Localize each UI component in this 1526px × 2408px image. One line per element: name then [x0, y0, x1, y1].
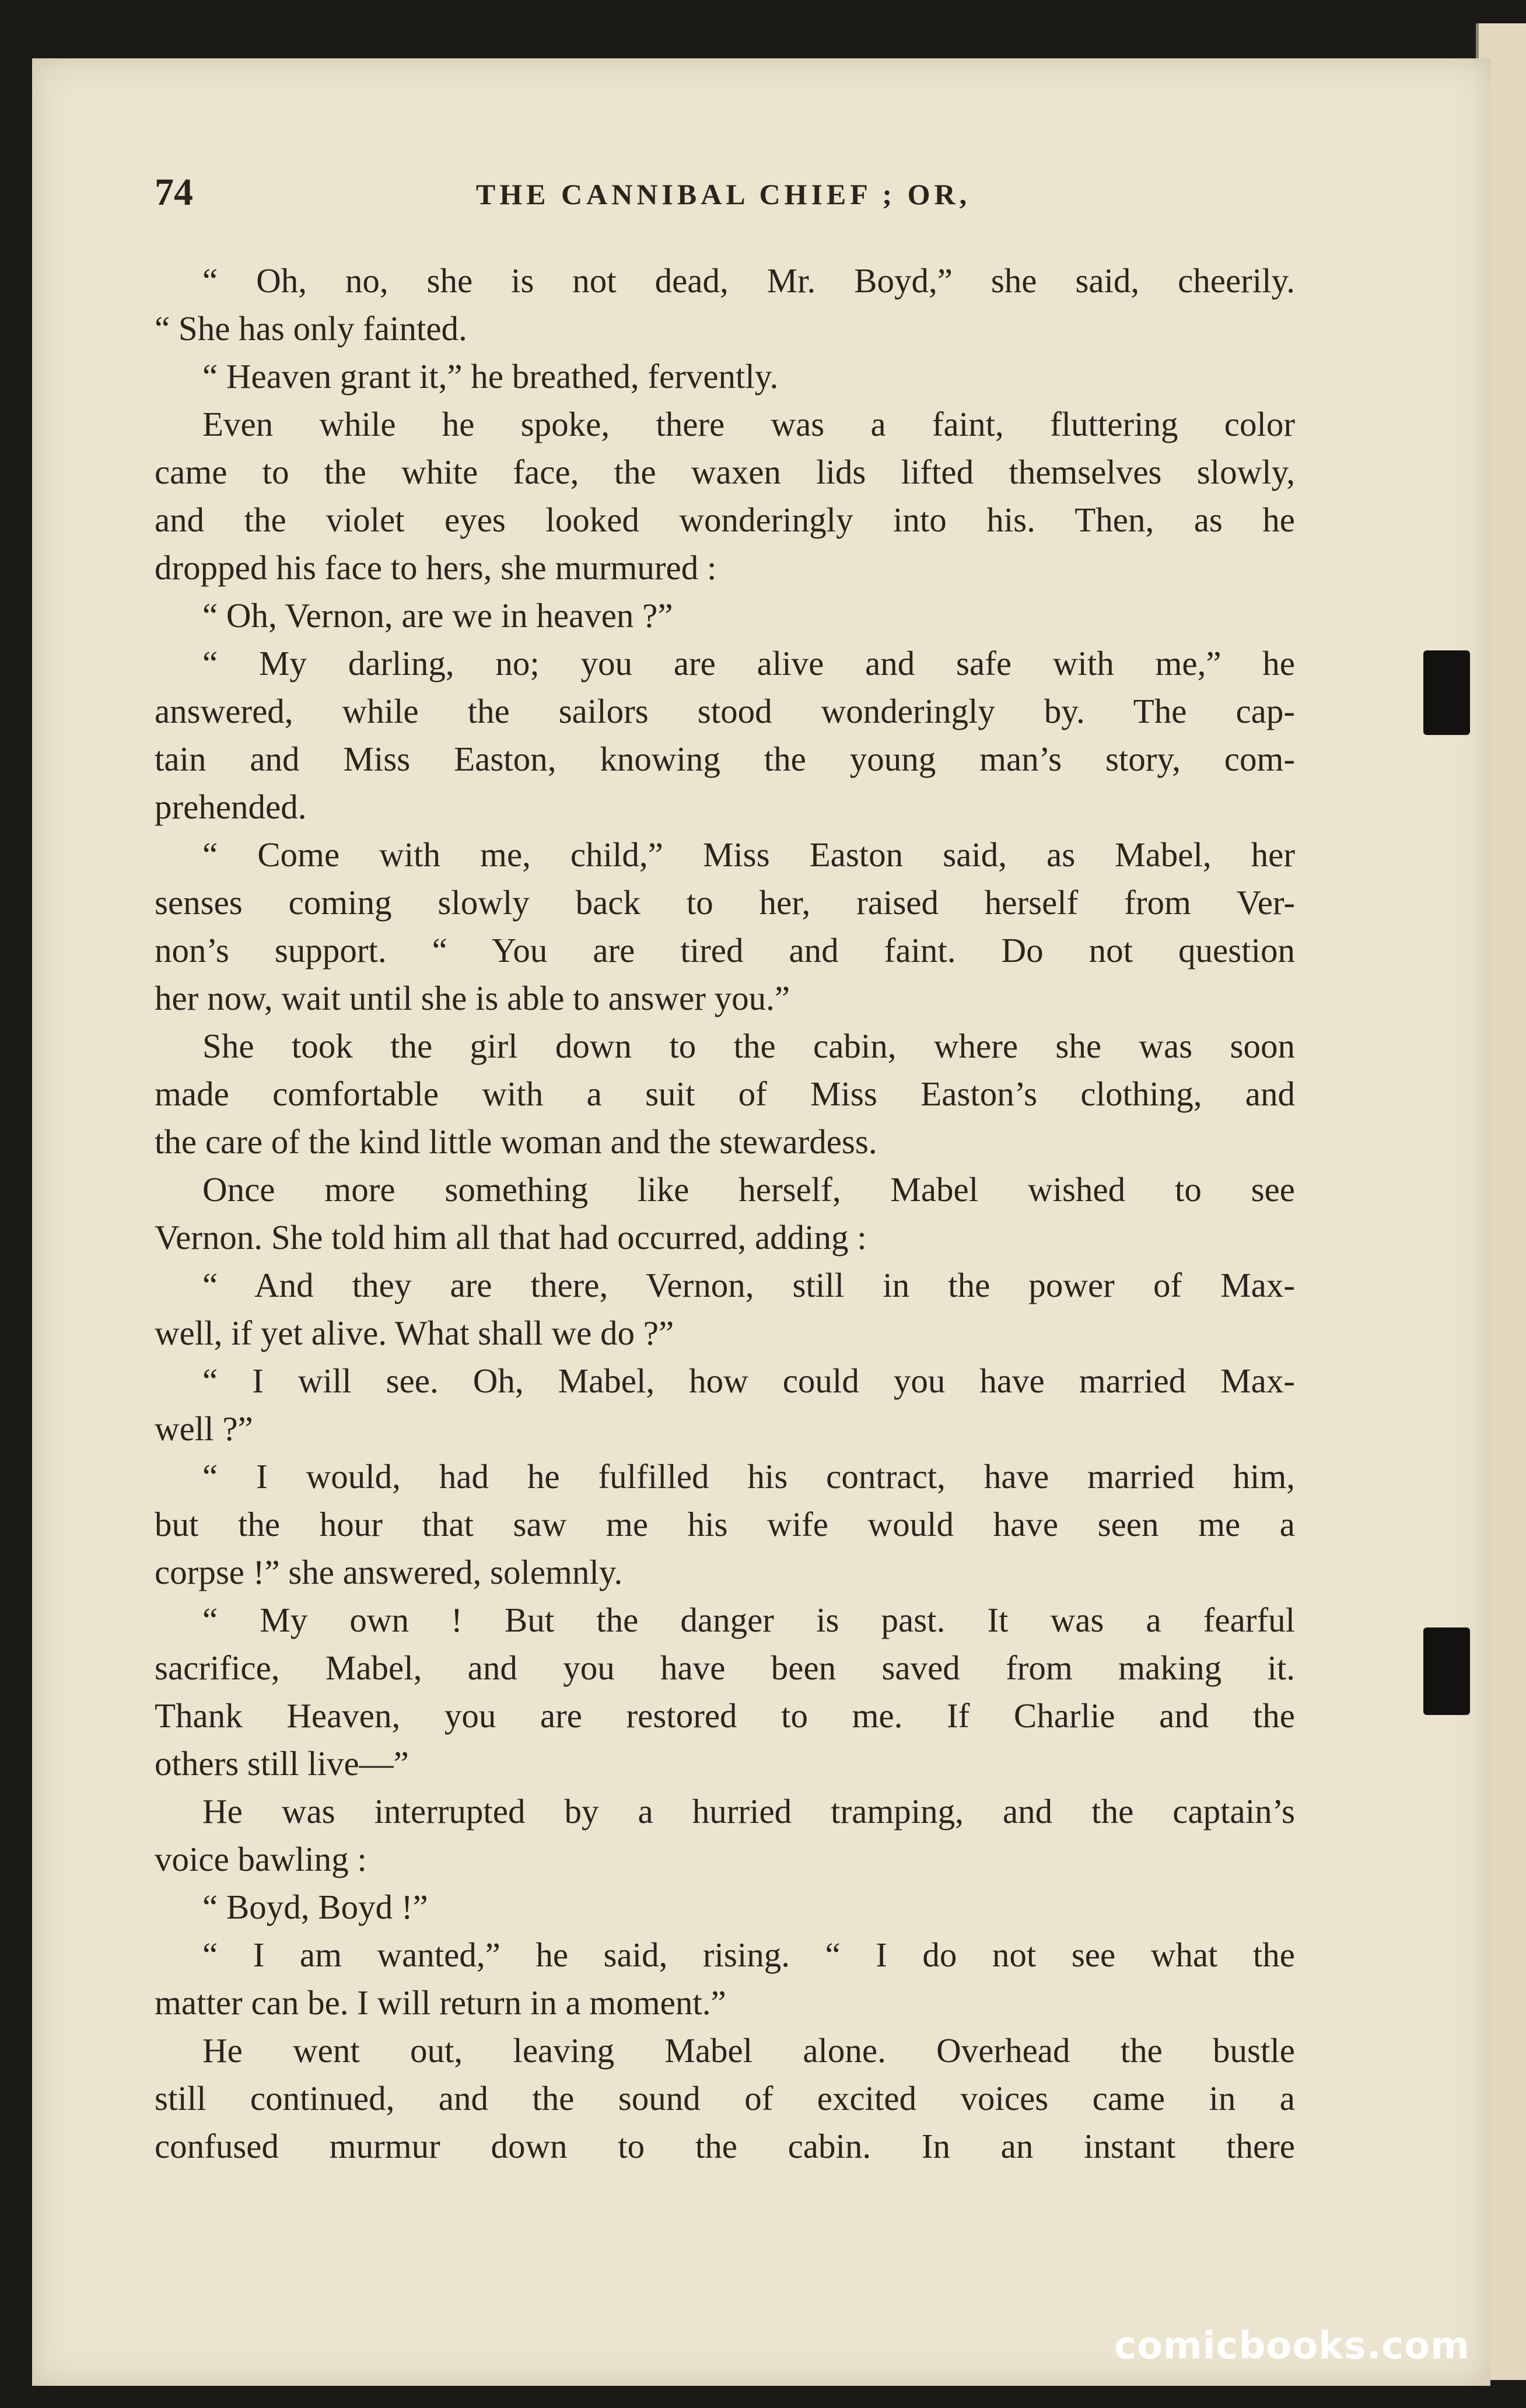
text-line: “ Come with me, child,” Miss Easton said, as Mabel, her: [202, 835, 1295, 874]
binding-clip-bottom: [1423, 1628, 1470, 1715]
text-line: She took the girl down to the cabin, where she was soon: [202, 1027, 1295, 1065]
text-line: Once more something like herself, Mabel wished to see: [202, 1170, 1295, 1209]
text-line: “ My own ! But the danger is past. It was a fearful: [202, 1601, 1295, 1639]
text-line: her now, wait until she is able to answer you.”: [155, 979, 790, 1017]
text-line: He was interrupted by a hurried tramping, and the captain’s: [202, 1792, 1295, 1831]
binding-clip-top: [1423, 650, 1470, 735]
text-line: Even while he spoke, there was a faint, fluttering color: [202, 405, 1295, 443]
text-line: He went out, leaving Mabel alone. Overhead the bustle: [202, 2031, 1295, 2070]
text-line: dropped his face to hers, she murmured :: [155, 548, 717, 587]
page-number: 74: [155, 171, 193, 214]
text-line: others still live—”: [155, 1744, 409, 1783]
watermark-text: comicbooks.com: [1114, 2325, 1470, 2368]
text-line: tain and Miss Easton, knowing the young man’s story, com-: [155, 740, 1295, 778]
text-line: “ I am wanted,” he said, rising. “ I do not see what the: [202, 1936, 1295, 1974]
text-line: voice bawling :: [155, 1840, 367, 1878]
text-line: still continued, and the sound of excited voices came in a: [155, 2079, 1295, 2118]
text-line: “ Oh, no, she is not dead, Mr. Boyd,” she said, cheerily.: [202, 261, 1295, 300]
text-line: but the hour that saw me his wife would have seen me a: [155, 1505, 1295, 1544]
text-line: “ Oh, Vernon, are we in heaven ?”: [202, 596, 673, 635]
text-line: confused murmur down to the cabin. In an instant there: [155, 2127, 1295, 2165]
page-header: [155, 166, 1292, 225]
text-line: sacrifice, Mabel, and you have been saved from making it.: [155, 1648, 1295, 1687]
text-line: the care of the kind little woman and the stewardess.: [155, 1122, 877, 1161]
text-line: “ Boyd, Boyd !”: [202, 1888, 428, 1926]
text-line: “ Heaven grant it,” he breathed, fervently.: [202, 357, 779, 396]
body-text: [155, 257, 1295, 2170]
text-line: and the violet eyes looked wonderingly into his. Then, as he: [155, 501, 1295, 539]
text-line: “ I will see. Oh, Mabel, how could you have married Max-: [202, 1362, 1295, 1400]
text-line: “ My darling, no; you are alive and safe with me,” he: [202, 644, 1295, 682]
text-line: well, if yet alive. What shall we do ?”: [155, 1314, 674, 1352]
text-line: matter can be. I will return in a moment.”: [155, 1983, 726, 2022]
text-line: answered, while the sailors stood wonderingly by. The cap-: [155, 692, 1295, 730]
running-head: THE CANNIBAL CHIEF ; OR,: [475, 178, 971, 211]
text-line: “ I would, had he fulfilled his contract, have married him,: [202, 1457, 1295, 1496]
text-line: came to the white face, the waxen lids lifted themselves slowly,: [155, 453, 1295, 491]
text-line: Thank Heaven, you are restored to me. If Charlie and the: [155, 1696, 1295, 1735]
text-line: “ And they are there, Vernon, still in the power of Max-: [202, 1266, 1295, 1304]
text-line: senses coming slowly back to her, raised herself from Ver-: [155, 883, 1295, 922]
text-line: Vernon. She told him all that had occurred, adding :: [155, 1218, 867, 1256]
text-line: made comfortable with a suit of Miss Easton’s clothing, and: [155, 1074, 1295, 1113]
text-line: non’s support. “ You are tired and faint. Do not question: [155, 931, 1295, 970]
text-line: prehended.: [155, 788, 307, 826]
text-line: well ?”: [155, 1409, 253, 1448]
text-line: “ She has only fainted.: [155, 309, 467, 348]
text-line: corpse !” she answered, solemnly.: [155, 1553, 623, 1591]
